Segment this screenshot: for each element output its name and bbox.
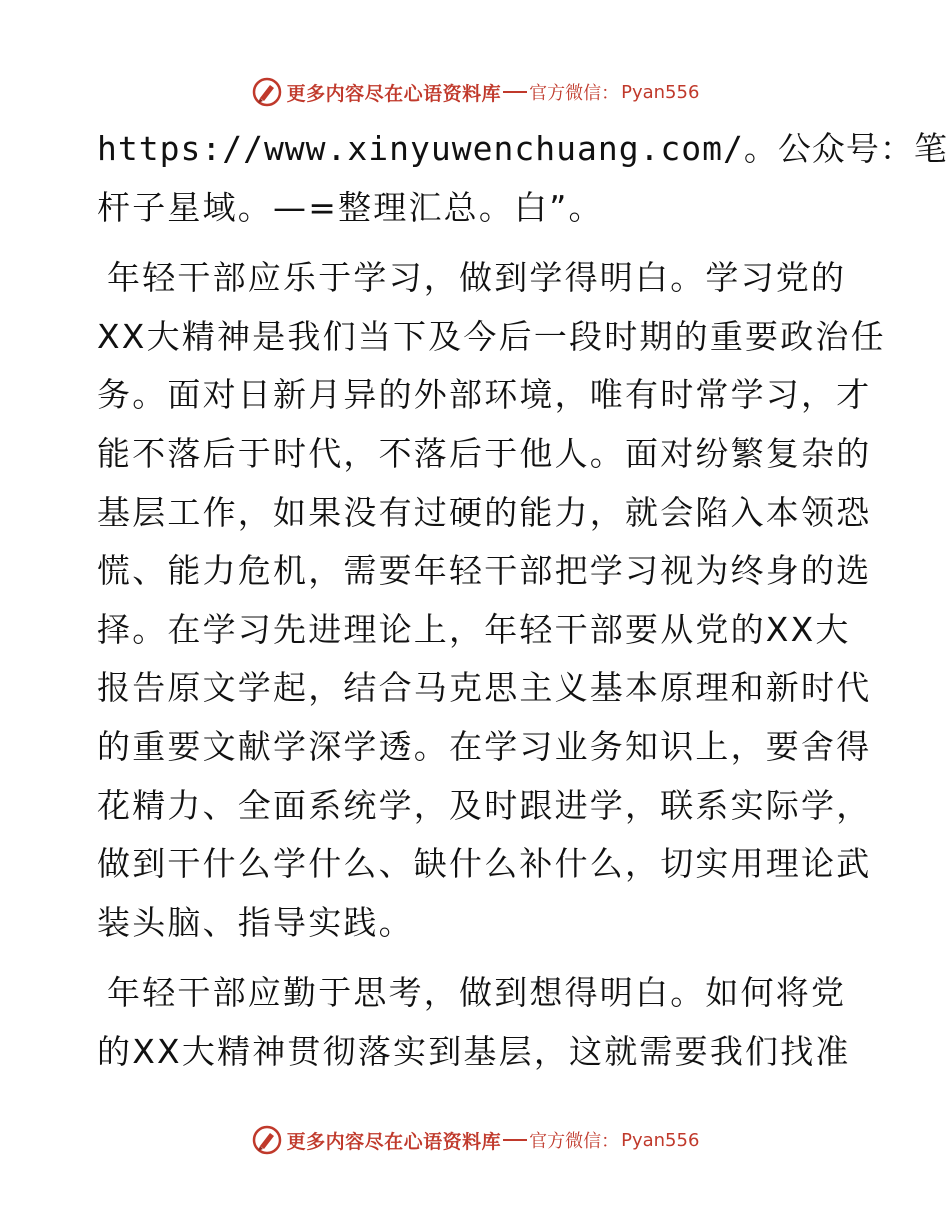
- paragraph-line: 基层工作，如果没有过硬的能力，就会陷入本领恐: [97, 492, 872, 532]
- paragraph-line: 的XX大精神贯彻落实到基层，这就需要我们找准: [97, 1031, 851, 1071]
- paragraph-line: 年轻干部应勤于思考，做到想得明白。如何将党: [107, 973, 847, 1013]
- footer-banner: [0, 1120, 950, 1160]
- footer-wechat-label: 官方微信：: [529, 1131, 620, 1152]
- paragraph-line: XX大精神是我们当下及今后一段时期的重要政治任: [97, 316, 886, 356]
- paragraph-line: 年轻干部应乐于学习，做到学得明白。学习党的: [107, 258, 847, 298]
- paragraph-line: 慌、能力危机，需要年轻干部把学习视为终身的选: [97, 551, 872, 591]
- paragraph-2: [97, 964, 857, 1081]
- document-body: [97, 120, 948, 1082]
- brand-logo-icon: [251, 76, 283, 108]
- paragraph-line: 报告原文学起，结合马克思主义基本原理和新时代: [97, 668, 872, 708]
- header-wechat-id: Pyan556: [621, 81, 700, 103]
- intro-block: [97, 120, 948, 237]
- header-brand-text: 更多内容尽在心语资料库: [286, 82, 502, 105]
- brand-logo-icon: [251, 1124, 283, 1156]
- intro-line: 杆子星域。—=整理汇总。白”。: [97, 187, 604, 227]
- paragraph-line: 择。在学习先进理论上，年轻干部要从党的XX大: [97, 609, 851, 649]
- header-divider: [503, 91, 527, 93]
- header-wechat-label: 官方微信：: [529, 83, 620, 104]
- intro-line: https://www.xinyuwenchuang.com/。公众号：笔: [97, 129, 948, 168]
- footer-divider: [503, 1139, 527, 1141]
- paragraph-line: 务。面对日新月异的外部环境，唯有时常学习，才: [97, 375, 872, 415]
- paragraph-1: [97, 249, 886, 952]
- paragraph-line: 做到干什么学什么、缺什么补什么，切实用理论武: [97, 844, 872, 884]
- footer-brand-text: 更多内容尽在心语资料库: [286, 1130, 502, 1153]
- paragraph-line: 的重要文献学深学透。在学习业务知识上，要舍得: [97, 726, 872, 766]
- paragraph-line: 装头脑、指导实践。: [97, 902, 414, 942]
- paragraph-line: 花精力、全面系统学，及时跟进学，联系实际学，: [97, 785, 872, 825]
- footer-wechat-id: Pyan556: [621, 1129, 700, 1151]
- header-banner: [0, 72, 950, 112]
- paragraph-line: 能不落后于时代，不落后于他人。面对纷繁复杂的: [97, 433, 872, 473]
